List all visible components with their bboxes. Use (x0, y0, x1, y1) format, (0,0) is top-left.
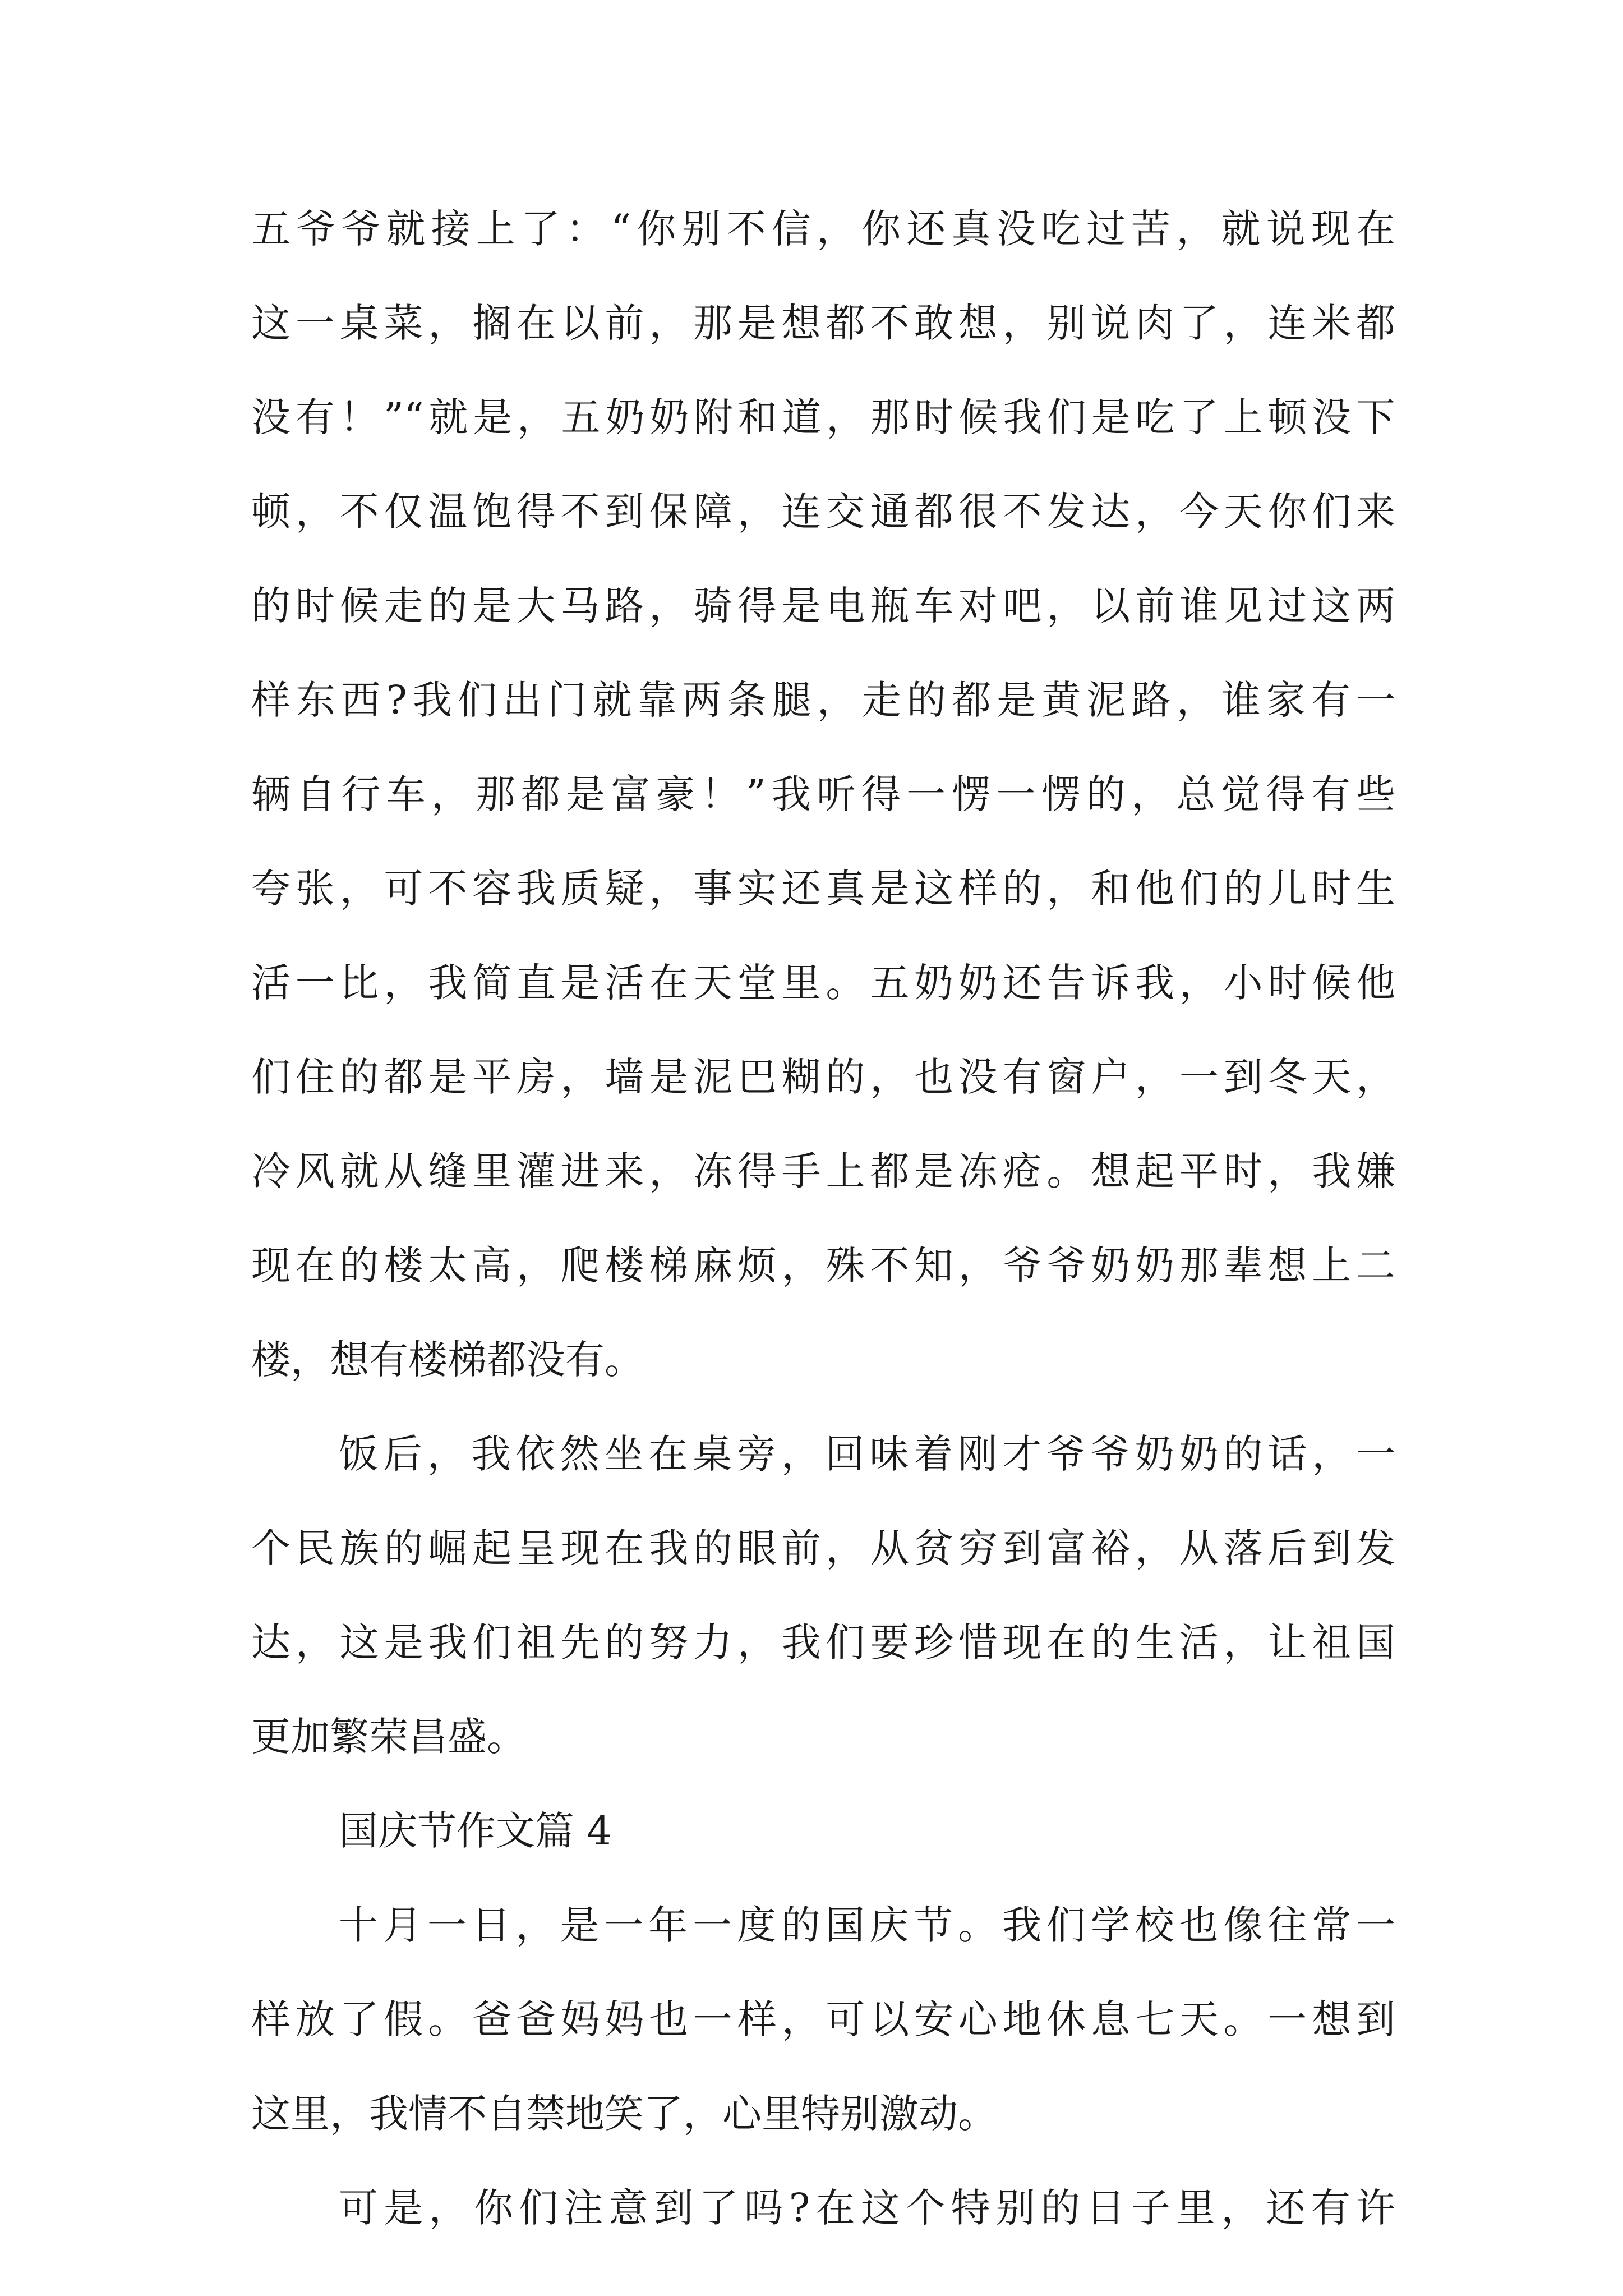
text-line-8: 夸张，可不容我质疑，事实还真是这样的，和他们的儿时生 (251, 866, 1395, 912)
text-line-5: 的时候走的是大马路，骑得是电瓶车对吧，以前谁见过这两 (251, 583, 1395, 629)
text-line-6: 样东西?我们出门就靠两条腿，走的都是黄泥路，谁家有一 (251, 677, 1395, 723)
text-line-15: 个民族的崛起呈现在我的眼前，从贫穷到富裕，从落后到发 (251, 1525, 1395, 1571)
text-line-10: 们住的都是平房，墙是泥巴糊的，也没有窗户，一到冬天， (251, 1054, 1395, 1100)
text-line-21: 这里，我情不自禁地笑了，心里特别激动。 (251, 2091, 997, 2137)
text-line-19: 十月一日，是一年一度的国庆节。我们学校也像往常一 (339, 1902, 1395, 1948)
text-line-1: 五爷爷就接上了：“你别不信，你还真没吃过苦，就说现在 (251, 206, 1395, 252)
text-line-12: 现在的楼太高，爬楼梯麻烦，殊不知，爷爷奶奶那辈想上二 (251, 1243, 1395, 1289)
text-line-22: 可是，你们注意到了吗?在这个特别的日子里，还有许 (339, 2185, 1395, 2231)
text-line-14: 饭后，我依然坐在桌旁，回味着刚才爷爷奶奶的话，一 (339, 1431, 1395, 1477)
text-line-11: 冷风就从缝里灌进来，冻得手上都是冻疮。想起平时，我嫌 (251, 1148, 1395, 1194)
text-line-9: 活一比，我简直是活在天堂里。五奶奶还告诉我，小时候他 (251, 960, 1395, 1006)
text-line-7: 辆自行车，那都是富豪！”我听得一愣一愣的，总觉得有些 (251, 771, 1395, 817)
text-line-17: 更加繁荣昌盛。 (251, 1714, 526, 1760)
text-line-2: 这一桌菜，搁在以前，那是想都不敢想，别说肉了，连米都 (251, 300, 1395, 346)
text-line-4: 顿，不仅温饱得不到保障，连交通都很不发达，今天你们来 (251, 489, 1395, 535)
text-line-13: 楼，想有楼梯都没有。 (251, 1337, 644, 1383)
text-line-20: 样放了假。爸爸妈妈也一样，可以安心地休息七天。一想到 (251, 1996, 1395, 2042)
text-line-3: 没有！”“就是，五奶奶附和道，那时候我们是吃了上顿没下 (251, 394, 1395, 440)
section-heading: 国庆节作文篇 4 (339, 1808, 612, 1854)
text-line-16: 达，这是我们祖先的努力，我们要珍惜现在的生活，让祖国 (251, 1619, 1395, 1665)
